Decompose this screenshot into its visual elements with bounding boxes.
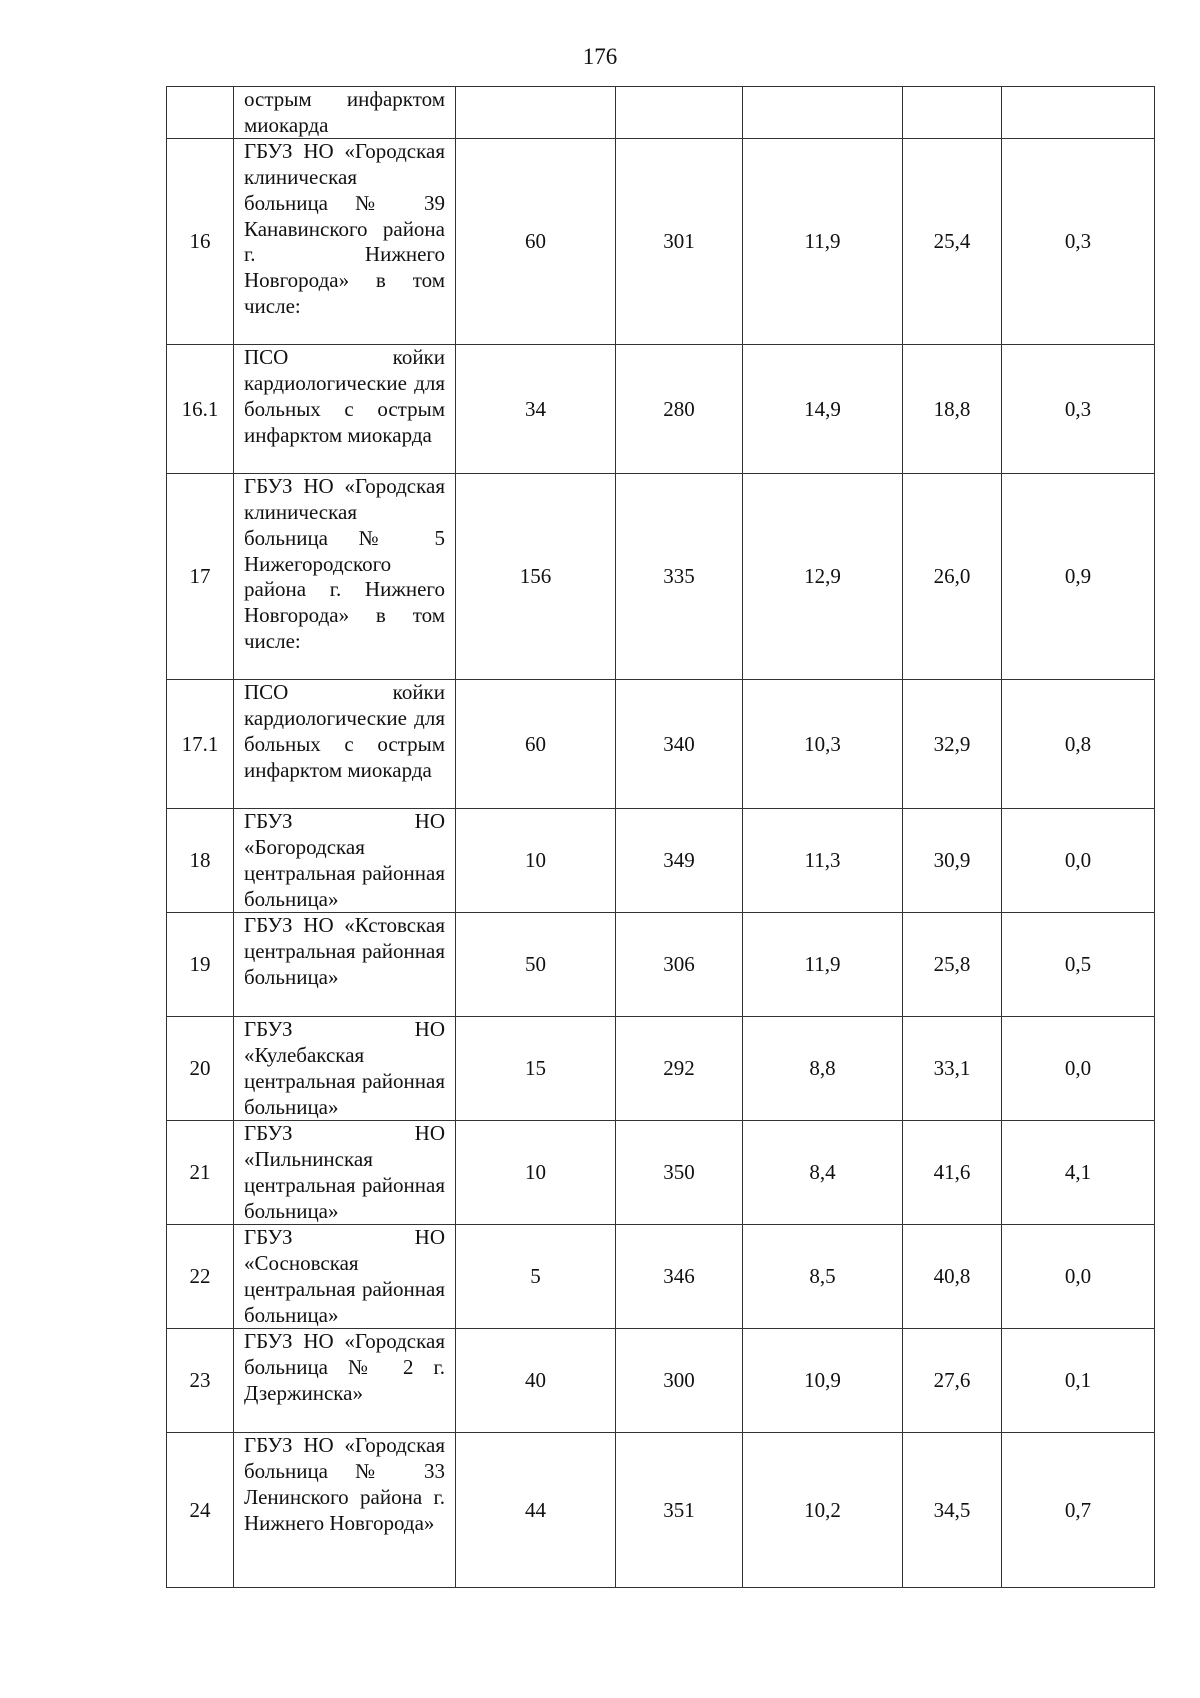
institution-name: ГБУЗ НО «Богородская центральная районная больница» [244,809,445,911]
row-number-cell: 17.1 [167,680,234,809]
row-number-cell: 16 [167,139,234,345]
institution-name: ГБУЗ НО «Пильнинская центральная районная больница» [244,1121,445,1223]
row-number-cell: 16.1 [167,345,234,474]
institution-name: ПСО койки кардиологические для больных с острым инфарктом миокарда [244,680,445,782]
hospital-beds-table [166,86,1155,1588]
value-cell-4: 25,8 [903,913,1002,1017]
value-cell-4: 33,1 [903,1017,1002,1121]
value-cell-2: 306 [616,913,743,1017]
table-row [167,1225,1155,1329]
institution-name: ГБУЗ НО «Кстовская центральная районная больница» [244,913,445,989]
institution-name-cell [234,1329,456,1433]
table-row [167,1017,1155,1121]
value-cell-5: 0,0 [1002,1225,1155,1329]
row-number-cell: 22 [167,1225,234,1329]
institution-name-cell [234,913,456,1017]
value-cell-3: 10,9 [743,1329,903,1433]
table-row [167,474,1155,680]
value-cell-4: 18,8 [903,345,1002,474]
value-cell-3: 11,9 [743,913,903,1017]
value-cell-5: 0,0 [1002,1017,1155,1121]
value-cell-3: 8,5 [743,1225,903,1329]
value-cell-3: 12,9 [743,474,903,680]
row-number-cell: 24 [167,1433,234,1588]
value-cell-2: 301 [616,139,743,345]
row-number-cell: 17 [167,474,234,680]
value-cell-1 [456,87,616,139]
value-cell-1: 10 [456,809,616,913]
value-cell-4: 26,0 [903,474,1002,680]
institution-name: острым инфарктом миокарда [244,87,445,137]
institution-name-cell [234,680,456,809]
value-cell-4: 41,6 [903,1121,1002,1225]
institution-name-cell [234,139,456,345]
value-cell-2: 351 [616,1433,743,1588]
value-cell-2: 350 [616,1121,743,1225]
value-cell-2: 280 [616,345,743,474]
value-cell-4: 34,5 [903,1433,1002,1588]
institution-name-cell [234,474,456,680]
institution-name-cell [234,87,456,139]
institution-name: ГБУЗ НО «Городская клиническая больница № 39 Канавинского района г. Нижнего Новгорода» в том числе: [244,139,445,318]
table-row [167,913,1155,1017]
value-cell-4: 27,6 [903,1329,1002,1433]
table-row [167,680,1155,809]
institution-name: ГБУЗ НО «Городская клиническая больница № 5 Нижегородского района г. Нижнего Новгорода» в том числе: [244,474,445,653]
value-cell-3: 10,3 [743,680,903,809]
row-number-cell: 20 [167,1017,234,1121]
page-number: 176 [582,44,618,69]
value-cell-2: 292 [616,1017,743,1121]
value-cell-3: 14,9 [743,345,903,474]
value-cell-4 [903,87,1002,139]
value-cell-2: 335 [616,474,743,680]
value-cell-5: 4,1 [1002,1121,1155,1225]
table-row [167,345,1155,474]
row-number-cell: 21 [167,1121,234,1225]
value-cell-1: 44 [456,1433,616,1588]
value-cell-3 [743,87,903,139]
value-cell-1: 40 [456,1329,616,1433]
value-cell-3: 8,8 [743,1017,903,1121]
institution-name-cell [234,1225,456,1329]
value-cell-1: 60 [456,680,616,809]
institution-name: ПСО койки кардиологические для больных с острым инфарктом миокарда [244,345,445,447]
institution-name-cell [234,1017,456,1121]
institution-name-cell [234,1433,456,1588]
value-cell-5: 0,0 [1002,809,1155,913]
institution-name-cell [234,1121,456,1225]
row-number-cell: 23 [167,1329,234,1433]
value-cell-4: 40,8 [903,1225,1002,1329]
table-row [167,809,1155,913]
institution-name: ГБУЗ НО «Сосновская центральная районная больница» [244,1225,445,1327]
value-cell-1: 5 [456,1225,616,1329]
value-cell-1: 10 [456,1121,616,1225]
institution-name-cell [234,345,456,474]
value-cell-2: 346 [616,1225,743,1329]
value-cell-4: 25,4 [903,139,1002,345]
institution-name: ГБУЗ НО «Городская больница № 2 г. Дзержинска» [244,1329,445,1405]
value-cell-4: 32,9 [903,680,1002,809]
value-cell-5: 0,9 [1002,474,1155,680]
value-cell-3: 11,9 [743,139,903,345]
value-cell-5: 0,3 [1002,345,1155,474]
value-cell-5: 0,1 [1002,1329,1155,1433]
value-cell-1: 34 [456,345,616,474]
institution-name: ГБУЗ НО «Кулебакская центральная районная больница» [244,1017,445,1119]
value-cell-2 [616,87,743,139]
value-cell-3: 11,3 [743,809,903,913]
value-cell-1: 50 [456,913,616,1017]
table-row [167,1433,1155,1588]
value-cell-1: 15 [456,1017,616,1121]
value-cell-3: 10,2 [743,1433,903,1588]
table-row [167,1329,1155,1433]
row-number-cell: 18 [167,809,234,913]
value-cell-5: 0,5 [1002,913,1155,1017]
institution-name-cell [234,809,456,913]
value-cell-4: 30,9 [903,809,1002,913]
value-cell-1: 156 [456,474,616,680]
institution-name: ГБУЗ НО «Городская больница № 33 Ленинского района г. Нижнего Новгорода» [244,1433,445,1535]
value-cell-5: 0,3 [1002,139,1155,345]
value-cell-5: 0,8 [1002,680,1155,809]
row-number-cell [167,87,234,139]
value-cell-5: 0,7 [1002,1433,1155,1588]
value-cell-2: 349 [616,809,743,913]
table-row [167,87,1155,139]
value-cell-2: 340 [616,680,743,809]
table-row [167,1121,1155,1225]
value-cell-1: 60 [456,139,616,345]
value-cell-2: 300 [616,1329,743,1433]
value-cell-3: 8,4 [743,1121,903,1225]
row-number-cell: 19 [167,913,234,1017]
table-row [167,139,1155,345]
value-cell-5 [1002,87,1155,139]
